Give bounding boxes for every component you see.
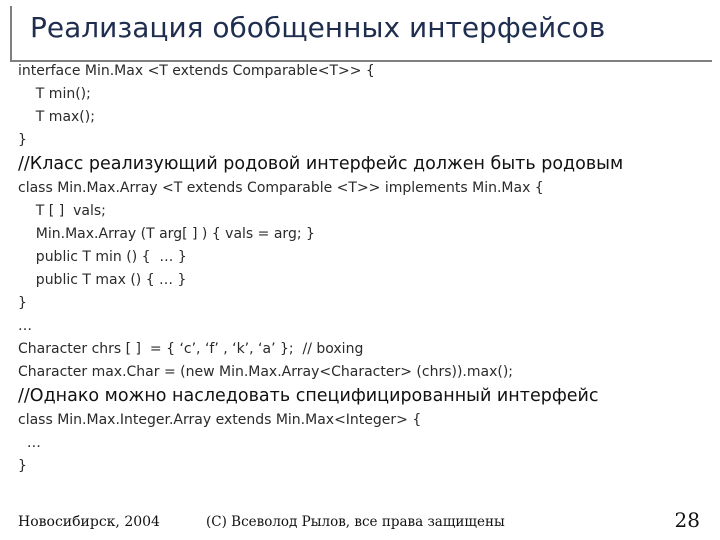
code-line: Character max.Char = (new Min.Max.Array<Character> (chrs)).max();	[18, 364, 514, 380]
footer-copyright: (С) Всеволод Рылов, все права защищены	[206, 514, 505, 530]
code-line: T [ ] vals;	[18, 203, 106, 219]
code-line: T max();	[18, 109, 95, 125]
comment-line: //Однако можно наследовать специфицированный интерфейс	[18, 386, 599, 406]
slide-footer	[0, 506, 720, 536]
code-line: class Min.Max.Integer.Array extends Min.Max<Integer> {	[18, 412, 422, 428]
slide-title: Реализация обобщенных интерфейсов	[30, 11, 606, 44]
code-line: …	[18, 435, 41, 451]
code-line: public T min () { … }	[18, 249, 187, 265]
code-line: }	[18, 295, 27, 311]
title-bar	[10, 6, 712, 62]
code-line: interface Min.Max <T extends Comparable<T>> {	[18, 63, 375, 79]
page-number: 28	[674, 508, 700, 532]
code-line: Character chrs [ ] = { ‘c’, ‘f’ , ‘k’, ‘a’ }; // boxing	[18, 341, 364, 357]
code-line: …	[18, 318, 32, 334]
code-line: Min.Max.Array (T arg[ ] ) { vals = arg; }	[18, 226, 315, 242]
code-line: class Min.Max.Array <T extends Comparable <T>> implements Min.Max {	[18, 180, 544, 196]
code-line: T min();	[18, 86, 91, 102]
footer-location: Новосибирск, 2004	[18, 514, 160, 530]
code-block	[18, 60, 713, 478]
comment-line: //Класс реализующий родовой интерфейс должен быть родовым	[18, 154, 624, 174]
code-line: public T max () { … }	[18, 272, 187, 288]
code-line: }	[18, 132, 27, 148]
code-line: }	[18, 458, 27, 474]
